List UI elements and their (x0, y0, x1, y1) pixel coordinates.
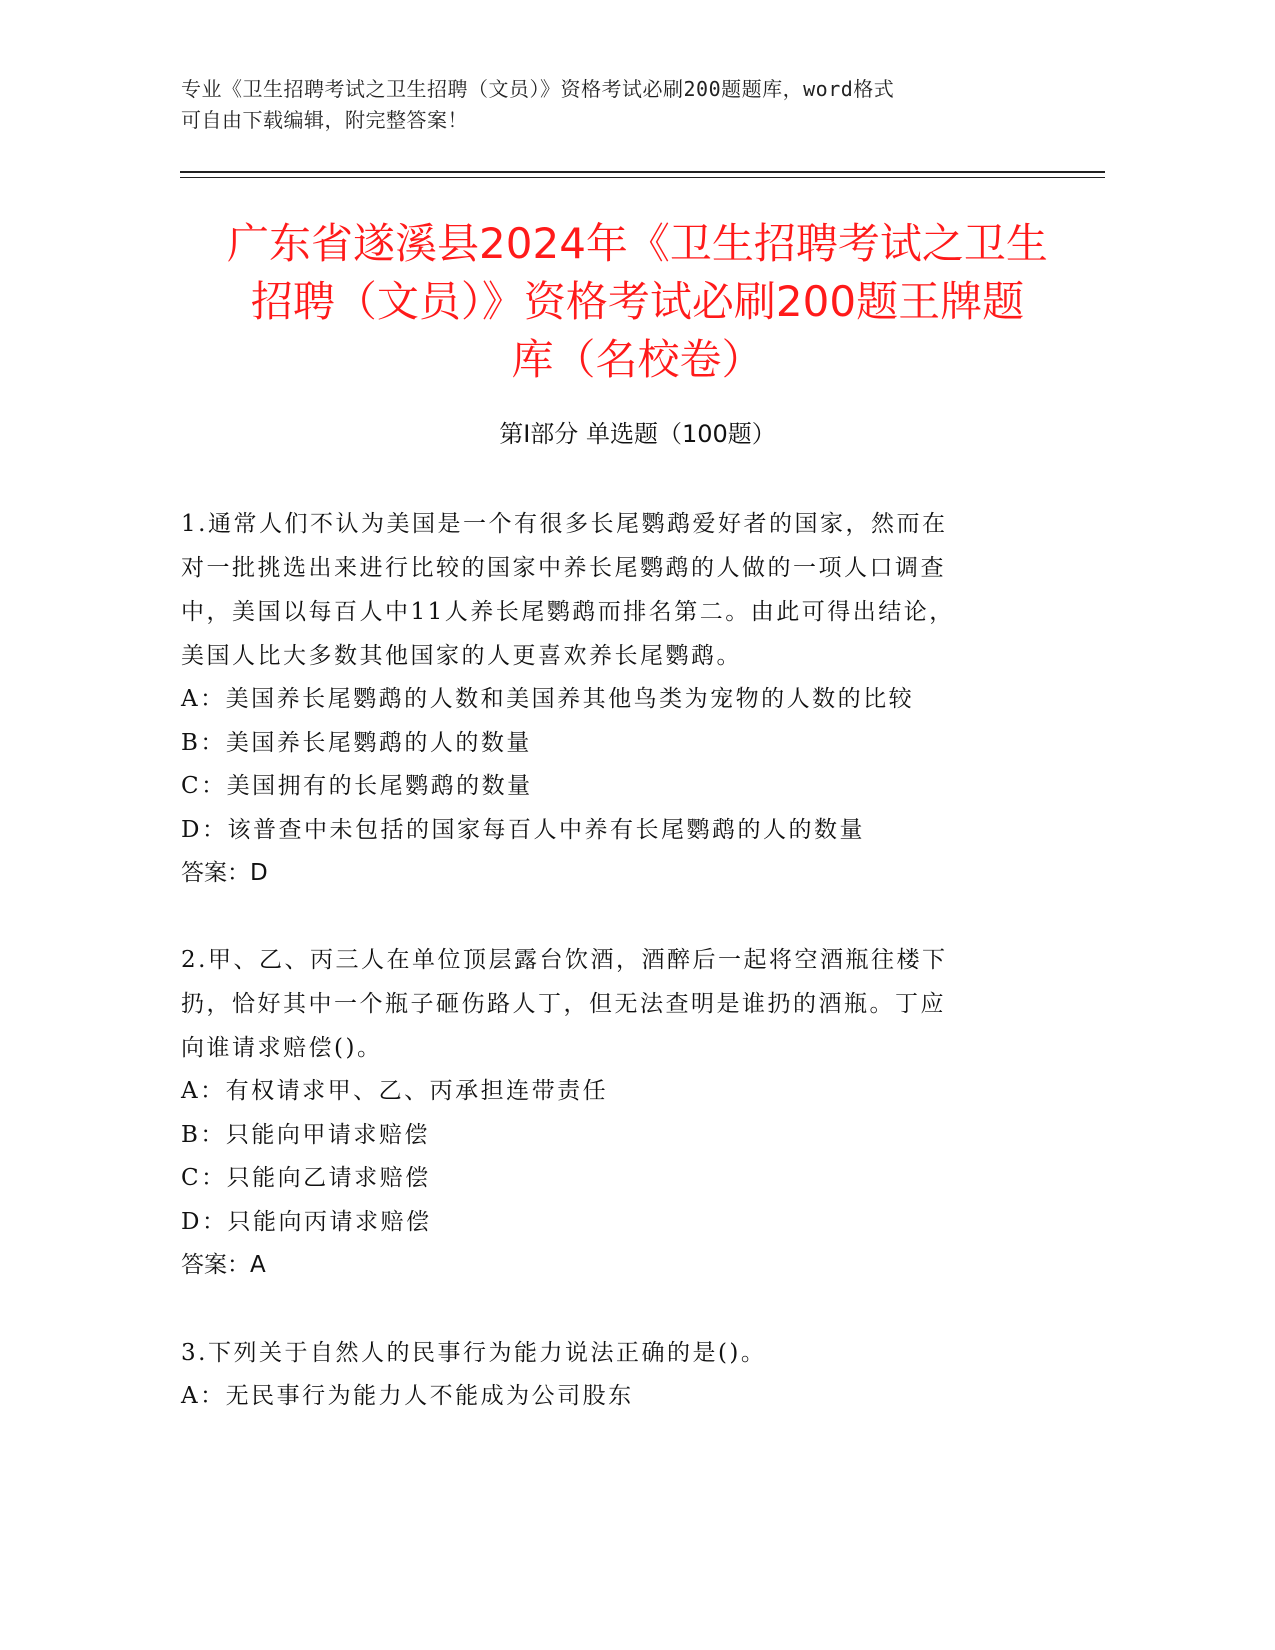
title-line: 库（名校卷） (511, 335, 764, 384)
option-a: A：美国养长尾鹦鹉的人数和美国养其他鸟类为宠物的人数的比较 (181, 686, 915, 712)
header-divider (180, 171, 1105, 173)
document-title (160, 215, 1115, 389)
option-c: C：只能向乙请求赔偿 (181, 1165, 431, 1191)
question-1 (181, 502, 1061, 896)
section-heading: 第Ⅰ部分 单选题（100题） (499, 420, 776, 448)
question-stem-line: 1.通常人们不认为美国是一个有很多长尾鹦鹉爱好者的国家，然而在 (181, 511, 948, 537)
option-c: C：美国拥有的长尾鹦鹉的数量 (181, 773, 533, 799)
option-d: D：只能向丙请求赔偿 (181, 1208, 432, 1235)
header-note (181, 74, 1061, 136)
header-note-line: 可自由下载编辑，附完整答案！ (181, 108, 468, 132)
question-2 (181, 938, 1061, 1288)
question-3 (181, 1331, 1061, 1419)
question-stem-line: 对一批挑选出来进行比较的国家中养长尾鹦鹉的人做的一项人口调查 (181, 555, 946, 581)
title-line: 招聘（文员）》资格考试必刷200题王牌题 (250, 277, 1025, 326)
option-a: A：有权请求甲、乙、丙承担连带责任 (181, 1078, 609, 1104)
answer: 答案：A (181, 1252, 266, 1278)
question-stem-line: 美国人比大多数其他国家的人更喜欢养长尾鹦鹉。 (181, 643, 742, 669)
option-b: B：美国养长尾鹦鹉的人的数量 (181, 729, 532, 756)
option-d: D：该普查中未包括的国家每百人中养有长尾鹦鹉的人的数量 (181, 816, 865, 843)
question-stem-line: 中，美国以每百人中11人养长尾鹦鹉而排名第二。由此可得出结论， (181, 599, 955, 625)
title-line: 广东省遂溪县2024年《卫生招聘考试之卫生 (227, 219, 1048, 268)
question-stem-line: 2.甲、乙、丙三人在单位顶层露台饮酒，酒醉后一起将空酒瓶往楼下 (181, 947, 948, 973)
question-stem-line: 向谁请求赔偿()。 (181, 1035, 383, 1061)
question-stem-line: 扔，恰好其中一个瓶子砸伤路人丁，但无法查明是谁扔的酒瓶。丁应 (181, 991, 946, 1017)
answer: 答案：D (181, 860, 268, 886)
option-b: B：只能向甲请求赔偿 (181, 1121, 430, 1148)
header-divider (180, 177, 1105, 178)
question-stem-line: 3.下列关于自然人的民事行为能力说法正确的是()。 (181, 1340, 767, 1366)
option-a: A：无民事行为能力人不能成为公司股东 (181, 1383, 634, 1409)
header-note-line: 专业《卫生招聘考试之卫生招聘（文员）》资格考试必刷200题题库，word格式 (181, 77, 895, 101)
